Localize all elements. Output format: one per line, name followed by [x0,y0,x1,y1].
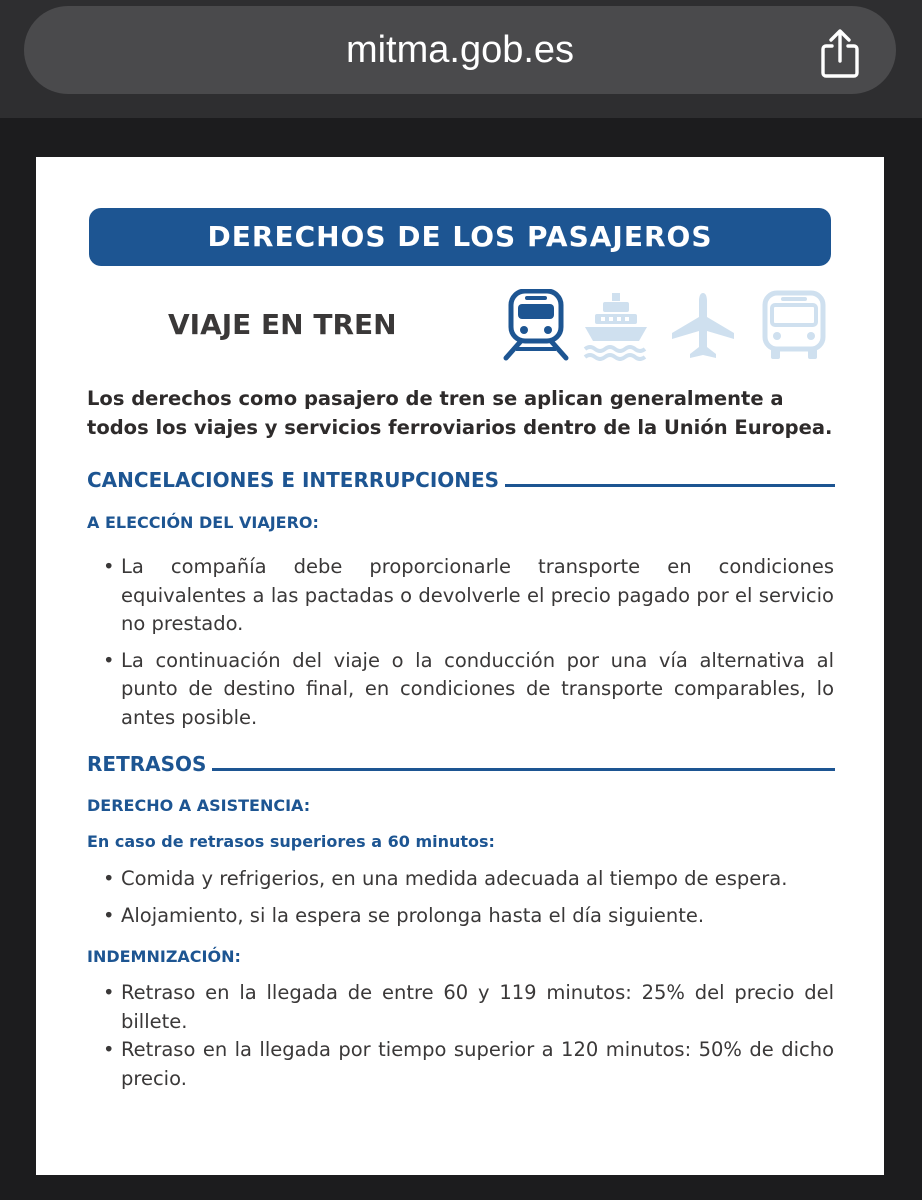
list-item: • La compañía debe proporcionarle transporte en condiciones equivalentes a las pactadas o devolverle el precio pagado por el servicio no prestado. [103,553,834,639]
subheading-assistance: DERECHO A ASISTENCIA: [87,796,311,815]
subheading-compensation: INDEMNIZACIÓN: [87,947,241,966]
banner-title: DERECHOS DE LOS PASAJEROS [207,220,713,253]
share-icon[interactable] [816,28,864,80]
bottom-strip [0,1175,922,1200]
airplane-icon [668,289,738,361]
list-item: • Retraso en la llegada de entre 60 y 119 minutos: 25% del precio del billete. [103,979,834,1036]
list-item: • Retraso en la llegada por tiempo superior a 120 minutos: 50% de dicho precio. [103,1036,834,1093]
mode-title: VIAJE EN TREN [168,308,397,341]
document-page [36,157,884,1175]
address-bar[interactable] [24,6,896,94]
section-title: CANCELACIONES E INTERRUPCIONES [87,468,500,492]
url-text[interactable]: mitma.gob.es [345,29,575,71]
section-rule [212,768,835,771]
browser-top-bar [0,0,922,118]
intro-line: Los derechos como pasajero de tren se aplican generalmente a [87,387,784,410]
list-item: • Alojamiento, si la espera se prolonga hasta el día siguiente. [103,902,834,931]
compensation-bullets [103,979,834,1093]
section-rule [505,484,835,487]
train-icon [501,289,571,361]
section-delays-heading [87,749,835,779]
section-title: RETRASOS [87,752,207,776]
list-item: • Comida y refrigerios, en una medida adecuada al tiempo de espera. [103,865,834,894]
list-item: • La continuación del viaje o la conducción por una vía alternativa al punto de destino final, en condiciones de transporte comparables, lo antes posible. [103,647,834,733]
title-banner [89,208,831,266]
subheading-choice: A ELECCIÓN DEL VIAJERO: [87,513,319,532]
cancellation-bullets [103,553,834,732]
ship-icon [581,289,651,361]
intro-line: todos los viajes y servicios ferroviarios dentro de la Unión Europea. [87,416,833,439]
bus-icon [759,289,829,361]
section-cancellations-heading [87,465,835,495]
assistance-bullets [103,865,834,930]
subheading-assistance-condition: En caso de retrasos superiores a 60 minutos: [87,832,495,851]
intro-paragraph [87,384,847,442]
